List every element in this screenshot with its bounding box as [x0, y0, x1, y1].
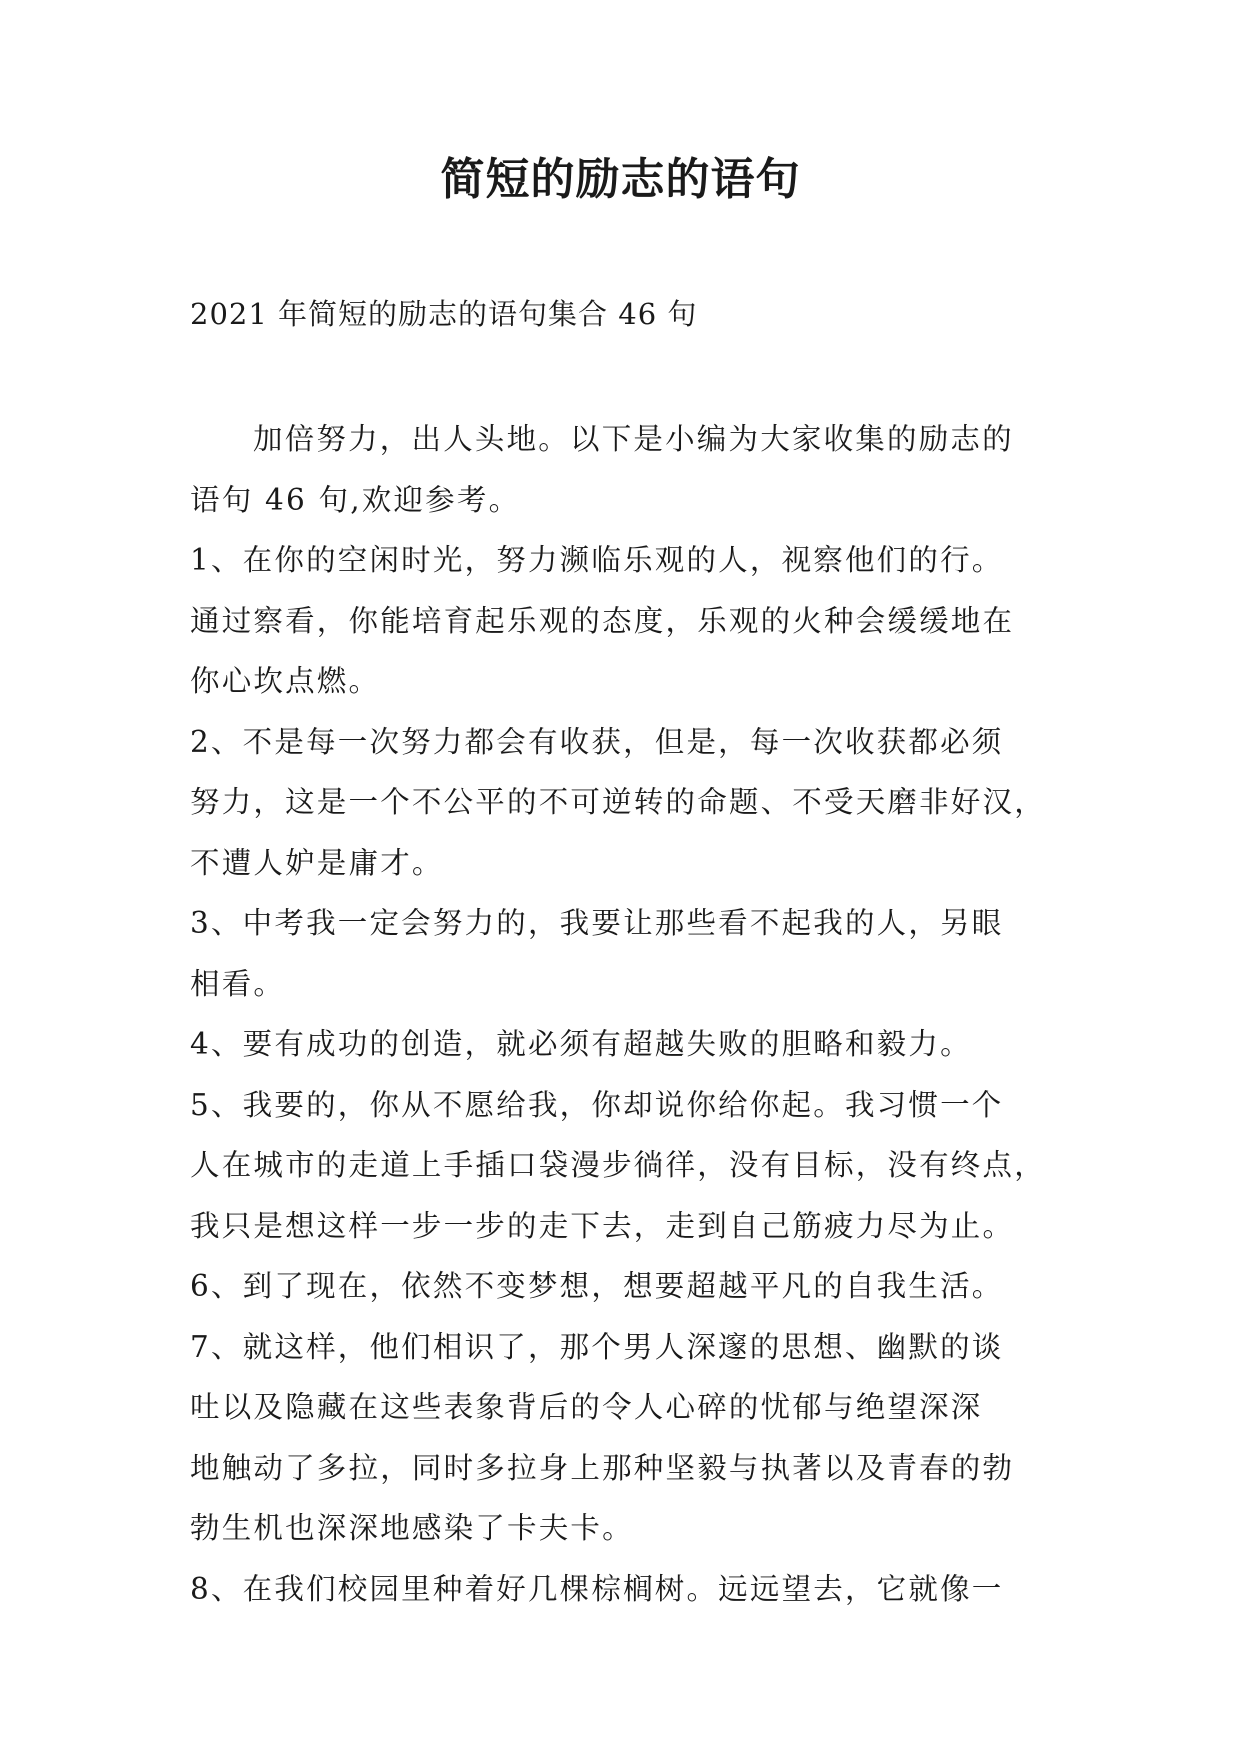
paragraph-line: 人在城市的走道上手插口袋漫步徜徉，没有目标，没有终点， — [190, 1148, 1046, 1182]
paragraph-line: 8、在我们校园里种着好几棵棕榈树。远远望去，它就像一 — [190, 1571, 1004, 1606]
paragraph-line: 加倍努力，出人头地。以下是小编为大家收集的励志的 — [253, 422, 1014, 456]
paragraph-line: 努力，这是一个不公平的不可逆转的命题、不受天磨非好汉， — [190, 785, 1046, 819]
document-subtitle: 2021 年简短的励志的语句集合 46 句 — [190, 297, 698, 331]
paragraph-line: 7、就这样，他们相识了，那个男人深邃的思想、幽默的谈 — [190, 1329, 1004, 1364]
paragraph-line: 你心坎点燃。 — [190, 664, 381, 698]
paragraph-line: 相看。 — [190, 966, 286, 1001]
paragraph-line: 语句 46 句,欢迎参考。 — [190, 482, 521, 517]
paragraph-line: 2、不是每一次努力都会有收获，但是，每一次收获都必须 — [190, 724, 1004, 759]
document-title: 简短的励志的语句 — [440, 154, 801, 205]
paragraph-line: 1、在你的空闲时光，努力濒临乐观的人，视察他们的行。 — [190, 543, 1004, 577]
paragraph-line: 4、要有成功的创造，就必须有超越失败的胆略和毅力。 — [190, 1027, 972, 1061]
paragraph-line: 我只是想这样一步一步的走下去，走到自己筋疲力尽为止。 — [190, 1208, 1015, 1243]
paragraph-line: 地触动了多拉，同时多拉身上那种坚毅与执著以及青春的勃 — [190, 1450, 1015, 1485]
paragraph-line: 6、到了现在，依然不变梦想，想要超越平凡的自我生活。 — [190, 1269, 1004, 1303]
paragraph-line: 通过察看，你能培育起乐观的态度，乐观的火种会缓缓地在 — [190, 603, 1015, 638]
paragraph-line: 不遭人妒是庸才。 — [190, 845, 444, 880]
document-body — [190, 409, 1070, 1619]
paragraph-line: 5、我要的，你从不愿给我，你却说你给你起。我习惯一个 — [190, 1087, 1004, 1122]
paragraph-line: 吐以及隐藏在这些表象背后的令人心碎的忧郁与绝望深深 — [190, 1390, 983, 1424]
paragraph-line: 3、中考我一定会努力的，我要让那些看不起我的人，另眼 — [190, 906, 1004, 940]
paragraph-line: 勃生机也深深地感染了卡夫卡。 — [190, 1511, 634, 1545]
